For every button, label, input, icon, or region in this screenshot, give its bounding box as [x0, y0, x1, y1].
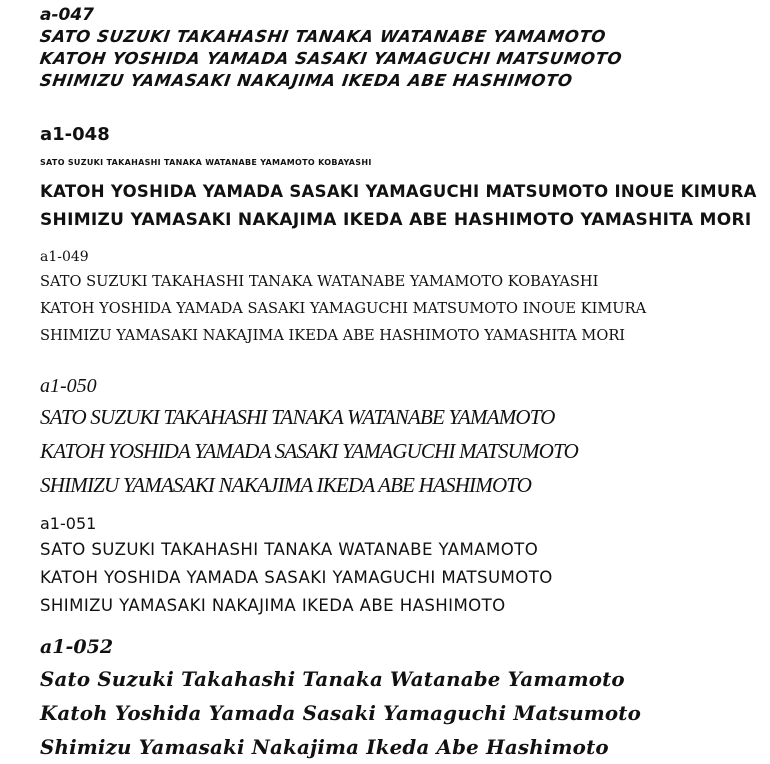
sample-line: SATO SUZUKI TAKAHASHI TANAKA WATANABE YAMAMOTO — [38, 27, 608, 46]
font-sample-a1-049 — [40, 246, 646, 349]
sample-line: SHIMIZU YAMASAKI NAKAJIMA IKEDA ABE HASHIMOTO YAMASHITA MORI — [40, 327, 626, 344]
sample-line: KATOH YOSHIDA YAMADA SASAKI YAMAGUCHI MATSUMOTO — [38, 49, 624, 68]
sample-line: KATOH YOSHIDA YAMADA SASAKI YAMAGUCHI MATSUMOTO INOUE KIMURA — [40, 300, 647, 317]
sample-line: KATOH YOSHIDA YAMADA SASAKI YAMAGUCHI MATSUMOTO INOUE KIMURA — [40, 182, 757, 201]
sample-line: Shimizu Yamasaki Nakajima Ikeda Abe Hashimoto — [40, 735, 609, 759]
font-sample-a1-052 — [40, 632, 641, 764]
sample-line: KATOH YOSHIDA YAMADA SASAKI YAMAGUCHI MATSUMOTO — [40, 568, 553, 587]
sample-line: Sato Suzuki Takahashi Tanaka Watanabe Yamamoto — [40, 667, 625, 691]
sample-line: SATO SUZUKI TAKAHASHI TANAKA WATANABE YAMAMOTO — [40, 540, 539, 559]
sample-label: a1-050 — [40, 375, 97, 397]
sample-label: a1-049 — [40, 249, 89, 265]
sample-line: Katoh Yoshida Yamada Sasaki Yamaguchi Matsumoto — [40, 701, 642, 725]
sample-label: a1-051 — [40, 514, 97, 533]
sample-label: a-047 — [40, 5, 95, 25]
sample-line: SHIMIZU YAMASAKI NAKAJIMA IKEDA ABE HASHIMOTO — [40, 596, 506, 615]
sample-line: SHIMIZU YAMASAKI NAKAJIMA IKEDA ABE HASHIMOTO — [40, 473, 532, 497]
sample-line: SHIMIZU YAMASAKI NAKAJIMA IKEDA ABE HASHIMOTO YAMASHITA MORI — [40, 210, 752, 230]
font-sample-a1-050 — [40, 372, 578, 502]
sample-line: SATO SUZUKI TAKAHASHI TANAKA WATANABE YAMAMOTO — [40, 405, 555, 429]
sample-label: a1-052 — [40, 636, 114, 658]
font-sample-a1-048 — [40, 122, 757, 235]
font-sample-a-047 — [40, 4, 622, 92]
font-sample-a1-051 — [40, 512, 553, 620]
sample-line: SHIMIZU YAMASAKI NAKAJIMA IKEDA ABE HASHIMOTO — [38, 71, 574, 90]
sample-label: a1-048 — [40, 124, 110, 145]
sample-line: SATO SUZUKI TAKAHASHI TANAKA WATANABE YAMAMOTO KOBAYASHI — [40, 273, 599, 290]
sample-line: SATO SUZUKI TAKAHASHI TANAKA WATANABE YAMAMOTO KOBAYASHI — [40, 158, 372, 167]
sample-line: KATOH YOSHIDA YAMADA SASAKI YAMAGUCHI MATSUMOTO — [40, 439, 578, 463]
